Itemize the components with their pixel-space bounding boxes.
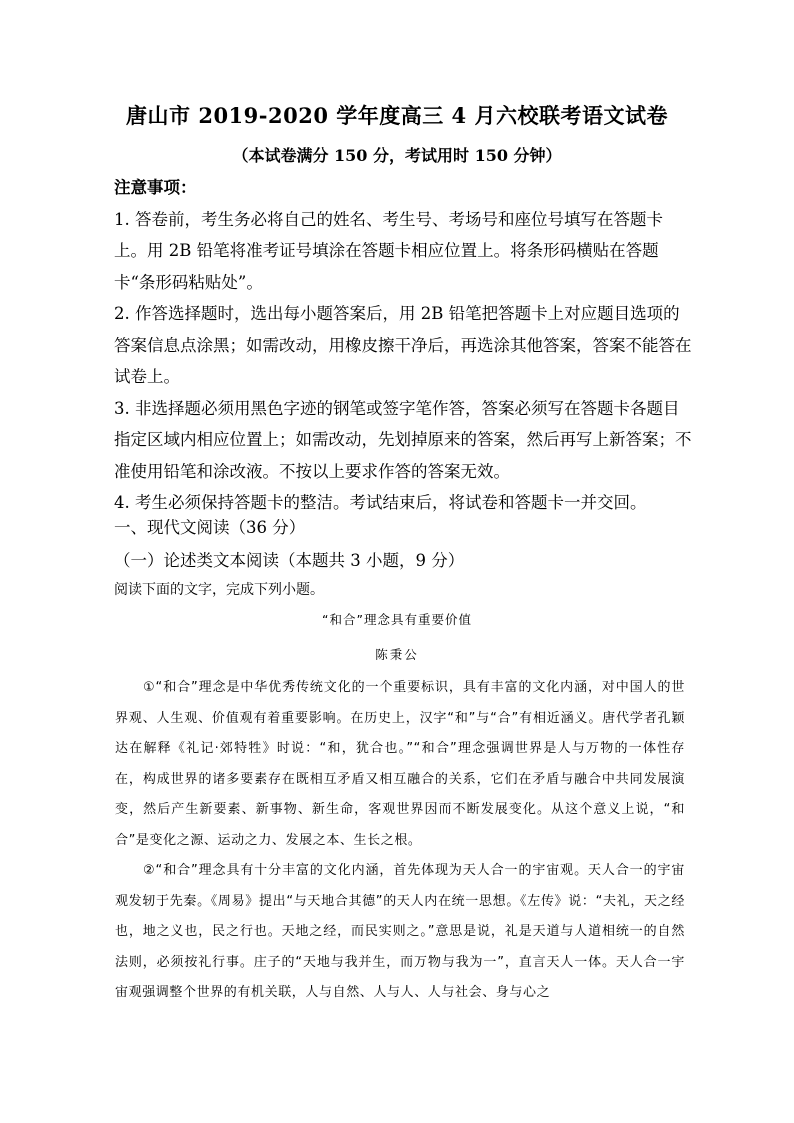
notice-item-1: 1. 答卷前，考生务必将自己的姓名、考生号、考场号和座位号填写在答题卡上。用 2B 铅笔将准考证号填涂在答题卡相应位置上。将条形码横贴在答题卡“条形码粘贴处”。 [114, 209, 663, 292]
exam-title: 唐山市 2019-2020 学年度高三 4 月六校联考语文试卷 [126, 103, 668, 128]
article-paragraph-1: ①“和合”理念是中华优秀传统文化的一个重要标识，具有丰富的文化内涵，对中国人的世界观、人生观、价值观有着重要影响。在历史上，汉字“和”与“合”有相近涵义。唐代学者孔颖达在解释《礼记·郊特牲》时说：“和，犹合也。”“和合”理念强调世界是人与万物的一体性存在，构成世界的诸多要素存在既相互矛盾又相互融合的关系，它们在矛盾与融合中共同发展演变，然后产生新要素、新事物、新生命，客观世界因而不断发展变化。从这个意义上说，“和合”是变化之源、运动之力、发展之本、生长之根。 [115, 680, 685, 848]
notice-item-3: 3. 非选择题必须用黑色字迹的钢笔或签字笔作答，答案必须写在答题卡各题目指定区域内相应位置上；如需改动，先划掉原来的答案，然后再写上新答案；不准使用铅笔和涂改液。不按以上要求作答的答案无效。 [114, 398, 692, 481]
notice-heading: 注意事项： [114, 178, 197, 197]
section-heading: 一、现代文阅读（36 分） [114, 518, 306, 537]
article-body [115, 673, 685, 1009]
article-author: 陈秉公 [375, 647, 419, 662]
exam-subtitle: （本试卷满分 150 分，考试用时 150 分钟） [232, 146, 562, 165]
notice-item-4: 4. 考生必须保持答题卡的整洁。考试结束后，将试卷和答题卡一并交回。 [114, 493, 647, 512]
article-title: “和合”理念具有重要价值 [322, 612, 472, 627]
notice-block [114, 172, 694, 519]
subsection-heading: （一）论述类文本阅读（本题共 3 小题，9 分） [114, 551, 465, 570]
article-paragraph-2: ②“和合”理念具有十分丰富的文化内涵，首先体现为天人合一的宇宙观。天人合一的宇宙观发轫于先秦。《周易》提出“与天地合其德”的天人内在统一思想。《左传》说：“夫礼，天之经也，地之义也，民之行也。天地之经，而民实则之。”意思是说，礼是天道与人道相统一的自然法则，必须按礼行事。庄子的“天地与我并生，而万物与我为一”，直言天人一体。天人合一宇宙观强调整个世界的有机关联，人与自然、人与人、人与社会、身与心之 [115, 863, 685, 1000]
reading-instruction: 阅读下面的文字，完成下列小题。 [114, 582, 324, 598]
notice-item-2: 2. 作答选择题时，选出每小题答案后，用 2B 铅笔把答题卡上对应题目选项的答案信息点涂黑；如需改动，用橡皮擦干净后，再选涂其他答案，答案不能答在试卷上。 [114, 304, 692, 386]
